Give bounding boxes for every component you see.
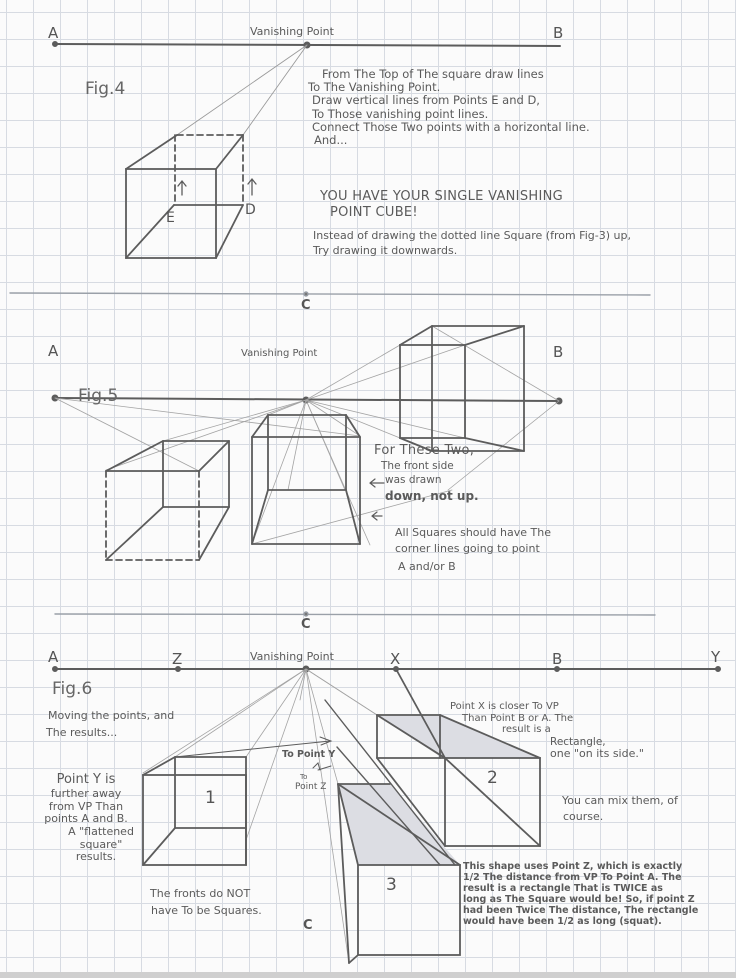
fig6-subtitle-line-2: The results...: [46, 726, 118, 739]
fig5-note-line-4: down, not up.: [385, 489, 479, 503]
fig4-point-d-label: D: [245, 202, 256, 218]
point-y-note-line: A "flattened: [68, 824, 134, 838]
fig5-vanishing-point-label: Vanishing Point: [241, 348, 318, 359]
point-z-note-line: result is a rectangle That is TWICE as: [463, 882, 663, 894]
fig4-cube: [126, 135, 256, 258]
point-x-note-line: Rectangle,: [550, 735, 606, 748]
mix-note-line-2: course.: [563, 810, 604, 823]
arrow-label-to-point-z-2: Point Z: [295, 782, 327, 792]
shape-3-number: 3: [386, 875, 397, 895]
point-x-note-line: one "on its side.": [550, 746, 644, 760]
instruction-line: To The Vanishing Point.: [308, 80, 441, 95]
divider-2-label: C: [301, 617, 311, 632]
point-y-note-line: from VP Than: [48, 799, 124, 813]
fig6-point-a-label: A: [48, 648, 59, 666]
fig6-subtitle-line-1: Moving the points, and: [48, 709, 175, 722]
instruction-line: Connect Those Two points with a horizontal line.: [312, 119, 590, 134]
point-z-note-line: This shape uses Point Z, which is exactly: [463, 861, 683, 872]
fig4-tip-line-1: Instead of drawing the dotted line Square (from Fig-3) up,: [313, 229, 631, 242]
fig6-title: Fig.6: [52, 679, 93, 699]
fig5-note-line-2: The front side: [381, 460, 454, 472]
fig4-vanishing-point-label: Vanishing Point: [250, 25, 334, 38]
fig4-title: Fig.4: [85, 79, 126, 99]
fig4-tip-line-2: Try drawing it downwards.: [313, 244, 458, 257]
divider-1-label: C: [301, 298, 311, 313]
point-x-note: [450, 701, 644, 760]
shape-2-number: 2: [487, 768, 498, 788]
shape-1-number: 1: [205, 788, 216, 808]
divider-3-label: C: [303, 918, 313, 933]
fig4-instructions: [308, 67, 590, 148]
fig4-point-a-label: A: [48, 24, 59, 42]
point-y-note-line: Point Y is: [56, 772, 116, 787]
fig5-cube-right: [400, 326, 524, 451]
fig6-point-x-label: X: [390, 650, 401, 668]
point-y-note-line: further away: [50, 786, 122, 800]
point-z-note-line: had been Twice The distance, The rectangle: [463, 904, 699, 916]
point-z-note-line: 1/2 The distance from VP To Point A. The: [463, 871, 682, 883]
fig6-point-z-label: Z: [172, 650, 183, 668]
fig5-note-line-3: was drawn: [385, 474, 442, 486]
arrow-label-to-point-y: To Point Y: [282, 749, 336, 760]
instruction-line: And...: [314, 133, 348, 148]
fig5-rule-line-3: A and/or B: [398, 560, 456, 573]
fig5-point-b-label: B: [553, 343, 564, 361]
fig6-point-y-label: Y: [711, 648, 721, 666]
point-y-note-line: results.: [75, 850, 117, 864]
point-x-note-line: Point X is closer To VP: [450, 701, 559, 712]
fig5-note-line-1: For These Two,: [374, 443, 475, 458]
instruction-line: To Those vanishing point lines.: [312, 106, 489, 121]
fig5-title: Fig.5: [78, 386, 119, 406]
fig5-cube-left: [106, 441, 229, 560]
fronts-note-line-1: The fronts do NOT: [150, 887, 251, 900]
instruction-line: From The Top of The square draw lines: [322, 67, 544, 81]
fig4-point-b-label: B: [553, 24, 564, 42]
page-bottom-edge: [0, 972, 736, 978]
divider-line-2: [55, 612, 655, 616]
arrow-label-to-point-z-1: To: [300, 773, 308, 781]
point-y-note: [30, 773, 142, 864]
fig4-result-title: YOU HAVE YOUR SINGLE VANISHING: [320, 189, 563, 204]
point-x-note-line: Than Point B or A. The: [462, 712, 574, 724]
fig6-horizon-line: [53, 666, 721, 672]
fig5-rule-line-1: All Squares should have The: [395, 526, 551, 539]
fig4-result-title-2: POINT CUBE!: [330, 205, 418, 220]
point-z-note-line: would have been 1/2 as long (squat).: [463, 915, 662, 927]
divider-line-1: [10, 292, 650, 296]
point-y-note-line: points A and B.: [44, 812, 128, 826]
fig5-rule-line-2: corner lines going to point: [395, 542, 540, 555]
point-x-note-line: result is a: [502, 724, 551, 735]
fig6-point-b-label: B: [552, 650, 563, 668]
point-y-note-line: square": [79, 837, 123, 851]
fig4-horizon-line: [53, 42, 561, 49]
fig4-point-e-label: E: [166, 210, 175, 226]
point-z-note-line: long as The Square would be! So, if point Z: [463, 893, 695, 905]
fig6-vanishing-point-label: Vanishing Point: [250, 650, 334, 663]
fig4-vanishing-lines: [177, 45, 307, 135]
fig5-point-a-label: A: [48, 342, 59, 360]
point-z-note: [463, 862, 698, 928]
instruction-line: Draw vertical lines from Points E and D,: [312, 93, 540, 108]
fronts-note-line-2: have To be Squares.: [151, 904, 262, 917]
fig5-arrows: [370, 479, 384, 520]
mix-note-line-1: You can mix them, of: [562, 794, 678, 807]
